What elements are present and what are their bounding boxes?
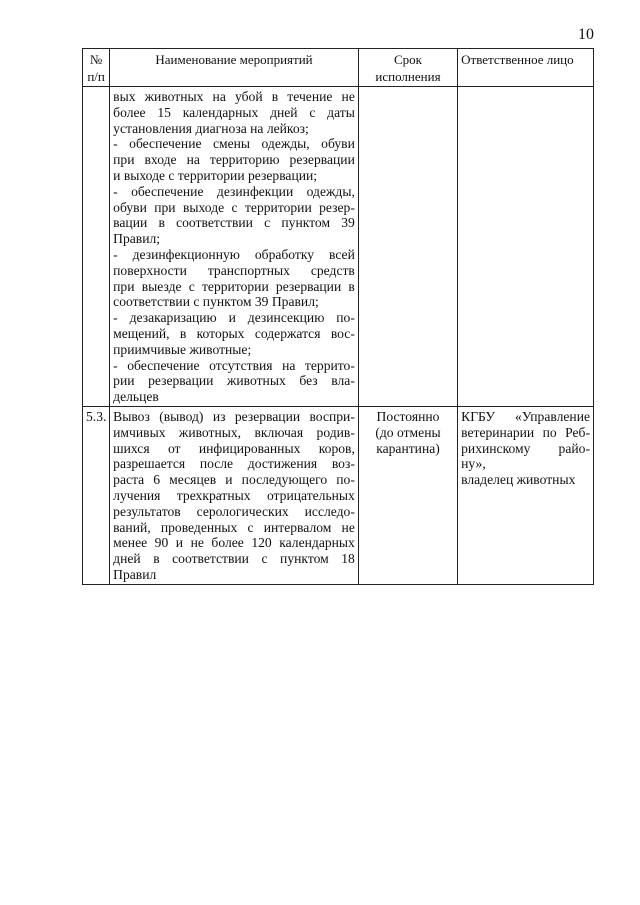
table-header-row xyxy=(83,49,594,87)
header-name: Наименование мероприятий xyxy=(110,49,359,87)
name-line: при входе на территорию резервации xyxy=(113,152,355,168)
name-line: обуви при выходе с территории резер- xyxy=(113,199,355,215)
name-line: менее 90 и не более 120 календарных xyxy=(113,535,355,551)
term-line: Постоянно xyxy=(376,408,440,424)
term-line: (до отмены xyxy=(375,424,441,440)
term-line: карантина) xyxy=(376,440,440,456)
header-number-line: № xyxy=(89,52,103,67)
header-responsible: Ответственное лицо xyxy=(458,49,594,87)
name-line: при выезде с территории резервации в xyxy=(113,278,355,294)
name-line: имчивых животных, включая родив- xyxy=(113,424,355,440)
name-line: дней в соответствии с пунктом 18 xyxy=(113,551,355,567)
name-line: установления диагноза на лейкоз; xyxy=(113,120,309,136)
row-name xyxy=(110,406,359,584)
header-term-line: исполнения xyxy=(375,69,441,84)
responsible-line: ветеринарии по Реб- xyxy=(461,424,590,440)
row-term xyxy=(358,87,457,407)
header-number-line: п/п xyxy=(87,69,105,84)
table-row xyxy=(83,406,594,584)
row-number: 5.3. xyxy=(83,406,110,584)
name-line: Правил xyxy=(113,566,157,582)
name-line: раста 6 месяцев и последующего по- xyxy=(113,472,355,488)
name-line: - дезакаризацию и дезинсекцию по- xyxy=(113,310,355,326)
responsible-line: владелец животных xyxy=(461,472,576,488)
name-line: вации в соответствии с пунктом 39 xyxy=(113,215,355,231)
row-term xyxy=(358,406,457,584)
name-line: Вывоз (вывод) из резервации воспри- xyxy=(113,408,355,424)
name-line: разрешается после достижения воз- xyxy=(113,456,355,472)
name-line: - обеспечение смены одежды, обуви xyxy=(113,136,355,152)
table-row xyxy=(83,87,594,407)
name-line: вых животных на убой в течение не xyxy=(113,89,355,104)
name-line: - обеспечение дезинфекции одежды, xyxy=(113,183,355,199)
name-line: результатов серологических исследо- xyxy=(113,503,355,519)
name-line: - дезинфекционную обработку всей xyxy=(113,246,355,262)
row-name xyxy=(110,87,359,407)
name-line: ваний, проведенных с интервалом не xyxy=(113,519,355,535)
name-line: мещений, в которых содержатся вос- xyxy=(113,325,355,341)
name-line: поверхности транспортных средств xyxy=(113,262,355,278)
page-number: 10 xyxy=(578,26,594,43)
name-line: дельцев xyxy=(113,389,159,405)
name-line: приимчивые животные; xyxy=(113,341,252,357)
name-line: соответствии с пунктом 39 Правил; xyxy=(113,294,319,310)
row-number xyxy=(83,87,110,407)
responsible-line: КГБУ «Управление xyxy=(461,408,590,424)
header-term-line: Срок xyxy=(393,52,422,67)
responsible-line: рихинскому райо- xyxy=(461,440,590,456)
name-line: Правил; xyxy=(113,231,161,247)
name-line: и выходе с территории резервации; xyxy=(113,167,318,183)
activities-table xyxy=(82,48,594,585)
name-line: лучения трехкратных отрицательных xyxy=(113,487,355,503)
responsible-line: ну», xyxy=(461,456,486,472)
row-responsible xyxy=(458,406,594,584)
header-term xyxy=(358,49,457,87)
header-number xyxy=(83,49,110,87)
name-line: рии резервации животных без вла- xyxy=(113,373,355,389)
name-line: шихся от инфицированных коров, xyxy=(113,440,355,456)
row-responsible xyxy=(458,87,594,407)
name-line: - обеспечение отсутствия на террито- xyxy=(113,357,355,373)
name-line: более 15 календарных дней с даты xyxy=(113,104,355,120)
